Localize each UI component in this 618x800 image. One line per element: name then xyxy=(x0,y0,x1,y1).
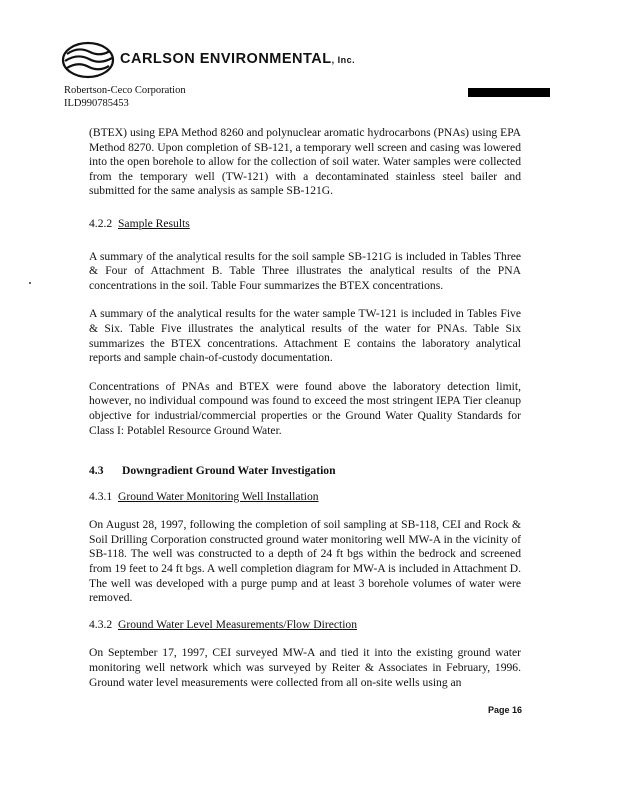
redaction-bar xyxy=(468,88,550,97)
company-name-text: CARLSON ENVIRONMENTAL xyxy=(120,51,332,67)
paragraph-concentrations: Concentrations of PNAs and BTEX were found above the laboratory detection limit, however, no individual compound was found to exceed the most stringent IEPA Tier cleanup objective for industrial/commercial properties or the Ground Water Quality Standards for Class I: Potablel Resource Ground Water. xyxy=(89,379,521,437)
page-number: Page 16 xyxy=(488,705,523,715)
section-title: Ground Water Monitoring Well Installation xyxy=(117,489,319,503)
section-number: 4.3.2 xyxy=(89,617,113,631)
company-name xyxy=(120,51,355,67)
section-title: Sample Results xyxy=(117,216,190,230)
company-suffix: , Inc. xyxy=(331,55,356,65)
section-title: Downgradient Ground Water Investigation xyxy=(122,464,336,478)
client-block xyxy=(64,84,186,110)
client-id: ILD990785453 xyxy=(64,98,129,109)
paragraph-water-results: A summary of the analytical results for the water sample TW-121 is included in Tables Five & Six. Table Five illustrates the analytical results of the water for PNAs. Table Six summarizes the BTEX concentrations. Attachment E contains the laboratory analytical reports and sample chain-of-custody documentation. xyxy=(89,307,521,365)
paragraph-soil-results: A summary of the analytical results for the soil sample SB-121G is included in Tables Three & Four of Attachment B. Table Three illustrates the analytical results of the PNA concentrations in the soil. Table Four summarizes the BTEX concentrations. xyxy=(89,249,521,292)
section-4-2-2-heading xyxy=(89,217,521,232)
section-4-3-heading xyxy=(89,464,521,479)
section-4-3-2-heading xyxy=(89,618,521,633)
paragraph-btex-methods: (BTEX) using EPA Method 8260 and polynuclear aromatic hydrocarbons (PNAs) using EPA Method 8270. Upon completion of SB-121, a temporary well screen and casing was lowered into the open borehole to allow for the collection of soil water. Water samples were collected from the temporary well (TW-121) with a decontaminated stainless steel bailer and submitted for the same analysis as sample SB-121G. xyxy=(89,126,521,198)
section-number: 4.2.2 xyxy=(89,216,113,230)
paragraph-water-level: On September 17, 1997, CEI surveyed MW-A and tied it into the existing ground water monitoring well network which was surveyed by Reiter & Associates in February, 1996. Ground water level measurements were collected from all on-site wells using an xyxy=(89,646,521,689)
section-title: Ground Water Level Measurements/Flow Direction xyxy=(117,617,358,631)
section-number: 4.3 xyxy=(89,464,104,478)
document-body xyxy=(89,126,521,690)
client-name: Robertson-Ceco Corporation xyxy=(64,85,186,96)
section-number: 4.3.1 xyxy=(89,489,113,503)
margin-mark xyxy=(29,282,31,284)
company-logo-icon xyxy=(60,40,116,80)
section-4-3-1-heading xyxy=(89,490,521,505)
paragraph-well-installation: On August 28, 1997, following the completion of soil sampling at SB-118, CEI and Rock & Soil Drilling Corporation constructed ground water monitoring well MW-A in the vicinity of SB-118. The well was constructed to a depth of 24 ft bgs within the bedrock and screened from 19 feet to 24 ft bgs. A well completion diagram for MW-A is included in Attachment D. The well was developed with a purge pump and at least 3 borehole volumes of water were removed. xyxy=(89,518,521,605)
